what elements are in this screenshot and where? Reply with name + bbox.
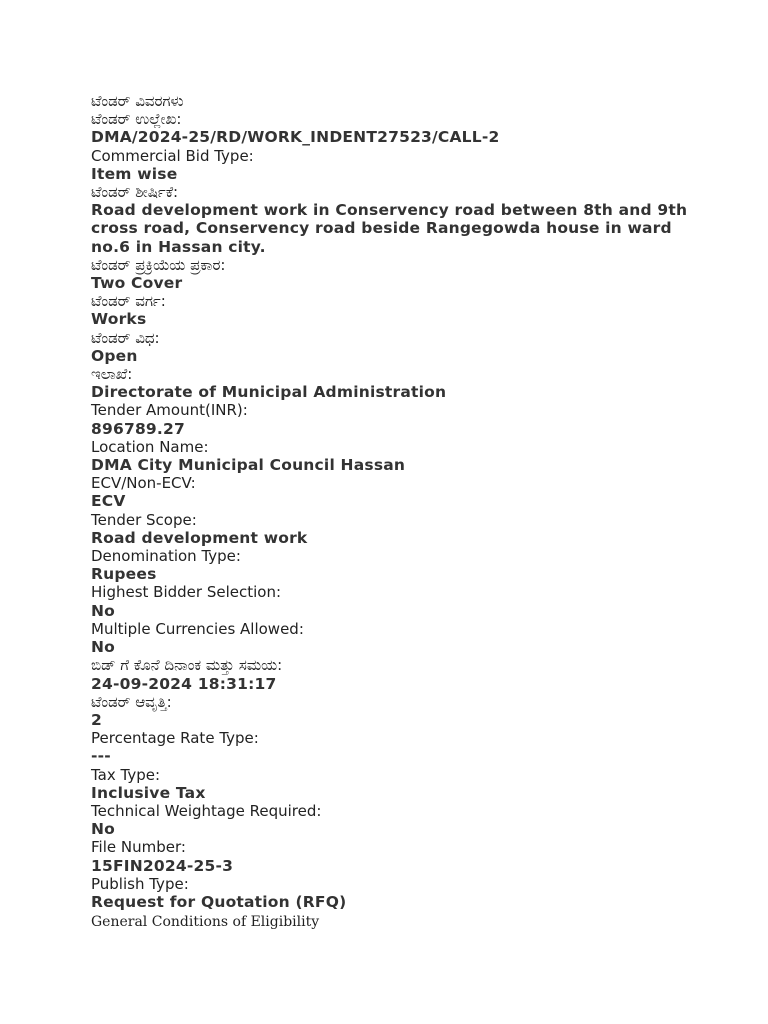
field-label: Location Name: (91, 437, 209, 456)
field-label: ECV/Non-ECV: (91, 474, 196, 493)
field-row (91, 802, 701, 838)
field-row (91, 693, 701, 729)
field-row (91, 656, 701, 692)
field-label: ಟೆಂಡರ್ ಉಲ್ಲೇಖ: (91, 110, 182, 129)
field-value: ECV (91, 492, 126, 511)
field-label: File Number: (91, 838, 186, 857)
field-label: ಟೆಂಡರ್ ಆವೃತ್ತಿ: (91, 692, 172, 711)
field-row (91, 875, 701, 911)
field-value: Two Cover (91, 274, 183, 293)
field-label: Tax Type: (91, 765, 161, 784)
field-row (91, 766, 701, 802)
field-value: Works (91, 310, 147, 329)
field-row (91, 292, 701, 328)
field-row (91, 401, 701, 437)
field-label: Highest Bidder Selection: (91, 583, 282, 602)
field-label: ಟೆಂಡರ್ ಪ್ರಕ್ರಿಯೆಯ ಪ್ರಕಾರ: (91, 255, 226, 274)
field-value: 2 (91, 710, 102, 729)
field-label: ಬಿಡ್ ಗೆ ಕೊನೆ ದಿನಾಂಕ ಮತ್ತು ಸಮಯ: (91, 656, 283, 675)
field-row (91, 620, 701, 656)
field-value: 15FIN2024-25-3 (91, 856, 234, 875)
field-value: Road development work in Conservency road between 8th and 9th cross road, Conservency road beside Rangegowda house in ward no.6 in Hassan city. (91, 201, 688, 256)
field-row (91, 365, 701, 401)
field-value: 896789.27 (91, 419, 185, 438)
field-value: Item wise (91, 164, 178, 183)
field-row (91, 547, 701, 583)
tender-details (91, 92, 701, 932)
field-label: Technical Weightage Required: (91, 801, 322, 820)
field-list (91, 110, 701, 911)
field-label: Denomination Type: (91, 547, 241, 566)
field-value: No (91, 601, 116, 620)
field-value: 24-09-2024 18:31:17 (91, 674, 277, 693)
field-value: Directorate of Municipal Administration (91, 383, 447, 402)
field-row (91, 729, 701, 765)
field-label: Percentage Rate Type: (91, 729, 259, 748)
field-value: --- (91, 747, 111, 766)
field-row (91, 256, 701, 292)
field-row (91, 511, 701, 547)
field-row (91, 838, 701, 874)
field-label: ಟೆಂಡರ್ ವಿಧ: (91, 328, 160, 347)
field-value: DMA/2024-25/RD/WORK_INDENT27523/CALL-2 (91, 128, 500, 147)
field-row (91, 183, 701, 256)
field-label: Multiple Currencies Allowed: (91, 619, 304, 638)
field-value: No (91, 820, 116, 839)
field-value: No (91, 638, 116, 657)
field-value: DMA City Municipal Council Hassan (91, 456, 406, 475)
section-heading-eligibility: General Conditions of Eligibility (91, 914, 320, 931)
field-row (91, 110, 701, 146)
field-row (91, 438, 701, 474)
field-label: Tender Amount(INR): (91, 401, 248, 420)
field-row (91, 474, 701, 510)
field-label: ಟೆಂಡರ್ ಶೀರ್ಷಿಕೆ: (91, 183, 179, 202)
field-row (91, 583, 701, 619)
field-label: ಇಲಾಖೆ: (91, 365, 133, 384)
field-label: Publish Type: (91, 874, 189, 893)
field-label: ಟೆಂಡರ್ ವರ್ಗ: (91, 292, 166, 311)
field-value: Open (91, 346, 138, 365)
field-label: Commercial Bid Type: (91, 146, 254, 165)
field-value: Rupees (91, 565, 157, 584)
page-title: ಟೆಂಡರ್ ವಿವರಗಳು (91, 92, 184, 110)
field-label: Tender Scope: (91, 510, 197, 529)
field-value: Road development work (91, 528, 308, 547)
field-value: Request for Quotation (RFQ) (91, 892, 347, 911)
field-row (91, 329, 701, 365)
field-value: Inclusive Tax (91, 783, 206, 802)
field-row (91, 147, 701, 183)
